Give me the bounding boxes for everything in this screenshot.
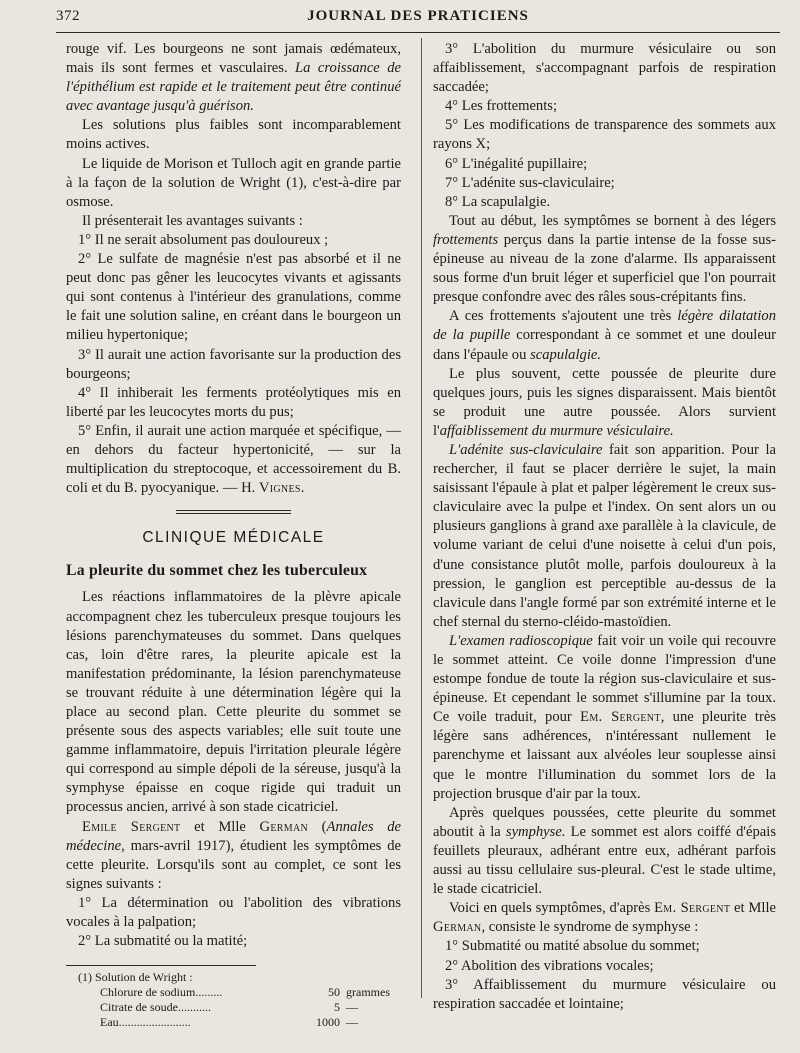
text-run: Le liquide de Morison et Tulloch agit en grande partie à la façon de la solution de Wright (1), c'est-à-dire par osmose. — [66, 155, 401, 210]
text-run: 4° Il inhiberait les ferments protéolytiques mis en liberté par les leucocytes morts du pus; — [66, 384, 401, 420]
list-item — [433, 937, 776, 956]
author-name: German — [259, 818, 308, 835]
text-run: 3° Il aurait une action favorisante sur la production des bourgeons; — [66, 346, 401, 382]
list-item — [433, 193, 776, 212]
italic-text: affaiblissement du murmure vésiculaire. — [439, 422, 674, 439]
article-title: La pleurite du sommet chez les tuberculeux — [66, 562, 368, 580]
page-header — [56, 8, 780, 30]
text-run: 5° Enfin, il aurait une action marquée et spécifique, — en dehors du facteur hypertonicité, — sur la multiplication du streptocoque, et accessoirement du B. coli et du B. pyocyanique. — H. — [66, 422, 401, 497]
paragraph — [433, 365, 776, 441]
text-run: 2° Abolition des vibrations vocales; — [445, 957, 654, 974]
list-item — [66, 231, 401, 250]
list-item — [66, 932, 401, 951]
text-run: et Mlle — [180, 818, 260, 835]
list-item — [433, 976, 776, 1014]
text-run: 1° Submatité ou matité absolue du sommet; — [445, 938, 700, 955]
journal-title: JOURNAL DES PRATICIENS — [307, 8, 529, 24]
list-item — [66, 384, 401, 422]
section-separator — [176, 510, 291, 514]
text-run: 4° Les frottements; — [445, 98, 558, 115]
paragraph — [433, 804, 776, 899]
author-name: Em. Sergent — [654, 900, 731, 917]
text-run: correspondant à ce sommet et une douleur dans l'épaule ou — [433, 327, 776, 363]
list-item — [66, 346, 401, 384]
author-name: German — [433, 919, 482, 936]
list-item — [433, 40, 776, 97]
header-rule — [56, 32, 780, 33]
text-run: Après quelques poussées, cette pleurite du sommet aboutit à la — [433, 804, 776, 840]
footnote-unit: — — [346, 1000, 358, 1015]
text-run: 2° La submatité ou la matité; — [78, 933, 248, 950]
footnote-row — [66, 1015, 401, 1030]
footnote-unit: — — [346, 1015, 358, 1030]
text-run: 8° La scapulalgie. — [445, 193, 551, 210]
footnote-rule — [66, 965, 256, 966]
page-number: 372 — [56, 8, 80, 24]
left-column — [66, 40, 401, 1030]
footnote-name: Chlorure de sodium......... — [100, 985, 223, 1000]
list-item — [66, 422, 401, 498]
column-divider — [421, 38, 422, 998]
right-column — [433, 40, 776, 1014]
footnote-value: 5 — [334, 1000, 340, 1015]
text-run: mars-avril 1917), étudient les symptômes de cette pleurite. Lorsqu'ils sont au complet, ce sont les signes suivants : — [66, 837, 401, 892]
text-run: 3° Affaiblissement du murmure vésiculaire ou respiration saccadée et lointaine; — [433, 976, 776, 1012]
paragraph — [433, 307, 776, 364]
italic-text: légère dilatation de la pupille — [433, 308, 776, 344]
list-item — [433, 957, 776, 976]
text-run: 1° Il ne serait absolument pas douloureux ; — [78, 231, 329, 248]
list-item — [433, 155, 776, 174]
text-run: Il présenterait les avantages suivants : — [82, 212, 303, 229]
paragraph — [433, 899, 776, 937]
author-name: Em. Sergent — [580, 709, 661, 726]
text-run: fait son apparition. Pour la rechercher, il faut se placer derrière le sujet, la main saisissant l'épaule à plat et palper légèrement le creux sus-claviculaire avec la pulpe et l'index. On sent alors un ou plusieurs ganglions à grand axe parallèle à la clavicule, de volume variant de celui d'une noisette à celui d'un pois, d'une consistance plutôt molle, parfois douloureux à la pression, le ganglion est perceptible au-dessus de la clavicule dans l'angle formé par son extrémité interne et le chef sternal du sterno-cléido-mastoïdien. — [433, 441, 776, 630]
footnote-value: 1000 — [316, 1015, 340, 1030]
author-name: Vignes. — [258, 480, 305, 497]
footnote — [66, 970, 401, 1030]
text-run: Le plus souvent, cette poussée de pleurite dure quelques jours, puis les signes disparaissent. Mais bientôt se produit une autre poussée. Alors survient l' — [433, 365, 776, 439]
text-run: ( — [308, 818, 327, 835]
text-run: Le sommet est alors coiffé d'épais feuillets pleuraux, adhérant entre eux, adhérant parfois aussi au tissu cellulaire sus-pleural. C'est le stade ultime, le stade cicatriciel. — [433, 823, 776, 898]
paragraph — [66, 40, 401, 116]
paragraph — [66, 155, 401, 212]
list-item — [433, 174, 776, 193]
list-item — [66, 250, 401, 345]
article-body-left — [66, 588, 401, 951]
paragraph — [66, 212, 401, 231]
footnote-name: Eau........................ — [100, 1015, 191, 1030]
italic-text: scapulalgie. — [530, 346, 601, 363]
text-run: Les réactions inflammatoires de la plèvre apicale accompagnent chez les tuberculeux presque toujours les lésions parenchymateuses du sommet. Dans quelques cas, loin d'être rares, la pleurite apicale est la manifestation prédominante, la lésion parenchymateuse se trouvant réduite à une détermination légère qui la place au second plan. Cette pleurite du sommet se présente sous des aspects variables; elle suit toute une gamme inflammatoire, depuis l'irritation pleurale légère qui correspond au simple dépoli de la séreuse, jusqu'à la symphyse épaisse en coque rigide qui traduit un processus ancien, arrivé à son stade cicatriciel. — [66, 589, 401, 816]
text-run: Les solutions plus faibles sont incomparablement moins actives. — [66, 117, 401, 153]
text-run: et Mlle — [730, 900, 776, 917]
italic-text: symphyse. — [505, 823, 566, 840]
text-run: 1° La détermination ou l'abolition des vibrations vocales à la palpation; — [66, 894, 401, 931]
paragraph — [433, 441, 776, 632]
footnote-table — [66, 985, 401, 1030]
author-name: Emile Sergent — [82, 818, 181, 835]
article-body-right — [433, 40, 776, 1014]
list-item — [66, 894, 401, 932]
paragraph — [66, 818, 401, 894]
paragraph — [66, 588, 401, 817]
footnote-value: 50 — [328, 985, 340, 1000]
text-run: 6° L'inégalité pupillaire; — [445, 155, 588, 172]
text-run: 2° Le sulfate de magnésie n'est pas absorbé et il ne peut donc pas gêner les leucocytes vivants et agissants qui sont contenus à l'intérieur des granulations, comme le fait une solution saline, en créant dans le bourgeon un milieu hypertonique; — [66, 251, 401, 344]
text-run: 3° L'abolition du murmure vésiculaire ou son affaiblissement, s'accompagnant parfois de respiration saccadée; — [433, 41, 776, 96]
text-run: perçus dans la partie intense de la fosse sus-épineuse au niveau de la zone d'alarme. Ils apparaissent sous forme d'un bruit léger et superficiel que l'on pourrait presque confondre avec des râles sous-crépitants fins. — [433, 231, 776, 306]
text-run: fait voir un voile qui recouvre le sommet atteint. Ce voile donne l'impression d'une estompe fondue de toute la région sus-claviculaire et sus-épineuse. Et cependant le sommet s'illumine par la toux. Ce voile traduit, pour — [433, 632, 777, 726]
section-heading: CLINIQUE MÉDICALE — [142, 529, 325, 547]
text-run: Tout au début, les symptômes se bornent à des légers — [449, 212, 776, 229]
text-run: rouge vif. Les bourgeons ne sont jamais œdémateux, mais ils sont fermes et vasculaires. — [66, 41, 401, 77]
italic-text: L'adénite sus-claviculaire — [449, 441, 603, 458]
footnote-label: (1) Solution de Wright : — [78, 970, 193, 985]
paragraph — [433, 212, 776, 307]
list-item — [433, 116, 776, 154]
footnote-row — [66, 1000, 401, 1015]
text-run: , une pleurite très légère sans adhérences, n'intéressant nullement le parenchyme et laissant aux alvéoles leur souplesse ainsi que le montre l'illumination du sommet lors de la projection brusque d'air par la toux. — [433, 709, 777, 802]
paragraph — [66, 116, 401, 154]
italic-text: Annales de médecine, — [66, 818, 401, 854]
left-intro-text — [66, 40, 401, 498]
italic-text: La croissance de l'épithélium est rapide et le traitement peut être continué avec avantage jusqu'à guérison. — [66, 60, 401, 115]
italic-text: frottements — [433, 231, 499, 248]
list-item — [433, 97, 776, 116]
text-run: 5° Les modifications de transparence des sommets aux rayons X; — [433, 117, 776, 153]
text-run: 7° L'adénite sus-claviculaire; — [445, 174, 615, 191]
paragraph — [433, 632, 776, 804]
text-run: A ces frottements s'ajoutent une très — [449, 308, 678, 325]
text-run: , consiste le syndrome de symphyse : — [481, 919, 699, 936]
footnote-unit: grammes — [346, 985, 390, 1000]
footnote-row — [66, 985, 401, 1000]
text-run: Voici en quels symptômes, d'après — [449, 900, 655, 917]
footnote-name: Citrate de soude........... — [100, 1000, 211, 1015]
italic-text: L'examen radioscopique — [449, 632, 593, 649]
